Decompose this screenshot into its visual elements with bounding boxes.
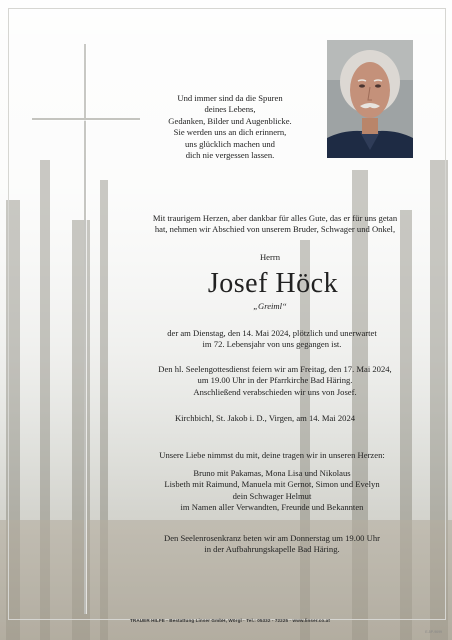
death-line: im 72. Lebensjahr von uns gegangen ist. bbox=[202, 339, 342, 350]
poem-line: Und immer sind da die Spuren bbox=[177, 93, 283, 103]
service-line: Anschließend verabschieden wir uns von Josef. bbox=[193, 386, 357, 397]
deceased-name: Josef Höck bbox=[207, 268, 339, 299]
poem-line: dich nie vergessen lassen. bbox=[185, 150, 275, 161]
rosary-notice bbox=[138, 533, 406, 556]
memorial-poem bbox=[150, 93, 310, 161]
family-line: Bruno mit Pakamas, Mona Lisa und Nikolaus bbox=[193, 468, 351, 478]
rosary-line: Den Seelenrosenkranz beten wir am Donnerstag um 19.00 Uhr bbox=[164, 533, 380, 543]
salutation: Herrn bbox=[259, 252, 281, 262]
portrait-photo bbox=[327, 40, 413, 158]
family-line: dein Schwager Helmut bbox=[232, 490, 312, 501]
cross-horizontal-beam bbox=[32, 118, 140, 120]
deceased-nickname: „Greiml“ bbox=[253, 301, 287, 311]
poem-line: Sie werden uns an dich erinnern, bbox=[173, 127, 287, 138]
family-line: Lisbeth mit Raimund, Manuela mit Gernot, Simon und Evelyn bbox=[164, 479, 380, 490]
poem-line: deines Lebens, bbox=[204, 104, 256, 115]
intro-paragraph bbox=[130, 213, 420, 236]
document-code: E-5P-9699 bbox=[425, 630, 442, 634]
service-line: um 19.00 Uhr in der Pfarrkirche Bad Häring. bbox=[197, 375, 353, 386]
family-list bbox=[138, 468, 406, 514]
poem-line: Gedanken, Bilder und Augenblicke. bbox=[168, 115, 292, 126]
service-notice bbox=[130, 364, 420, 398]
service-line: Den hl. Seelengottesdienst feiern wir am Freitag, den 17. Mai 2024, bbox=[158, 364, 392, 374]
poem-line: uns glücklich machen und bbox=[185, 138, 275, 149]
death-notice bbox=[138, 328, 406, 351]
death-line: der am Dienstag, den 14. Mai 2024, plötzlich und unerwartet bbox=[167, 328, 377, 338]
cross-vertical-beam bbox=[84, 44, 86, 614]
cross-symbol bbox=[32, 44, 128, 624]
place-and-date: Kirchbichl, St. Jakob i. D., Virgen, am 14. Mai 2024 bbox=[174, 413, 356, 423]
grief-line: Unsere Liebe nimmst du mit, deine tragen wir in unseren Herzen: bbox=[159, 450, 385, 460]
funeral-home-footer: TRAUER HILFE - Bestattung Linser GmbH, Wörgl · Tel.: 05332 - 72225 · www.linser.co.at bbox=[130, 618, 330, 623]
intro-line: hat, nehmen wir Abschied von unserem Bruder, Schwager und Onkel, bbox=[154, 224, 396, 235]
intro-line: Mit traurigem Herzen, aber dankbar für alles Gute, das er für uns getan bbox=[152, 213, 398, 223]
family-line: im Namen aller Verwandten, Freunde und Bekannten bbox=[180, 502, 364, 513]
rosary-line: in der Aufbahrungskapelle Bad Häring. bbox=[204, 544, 340, 555]
